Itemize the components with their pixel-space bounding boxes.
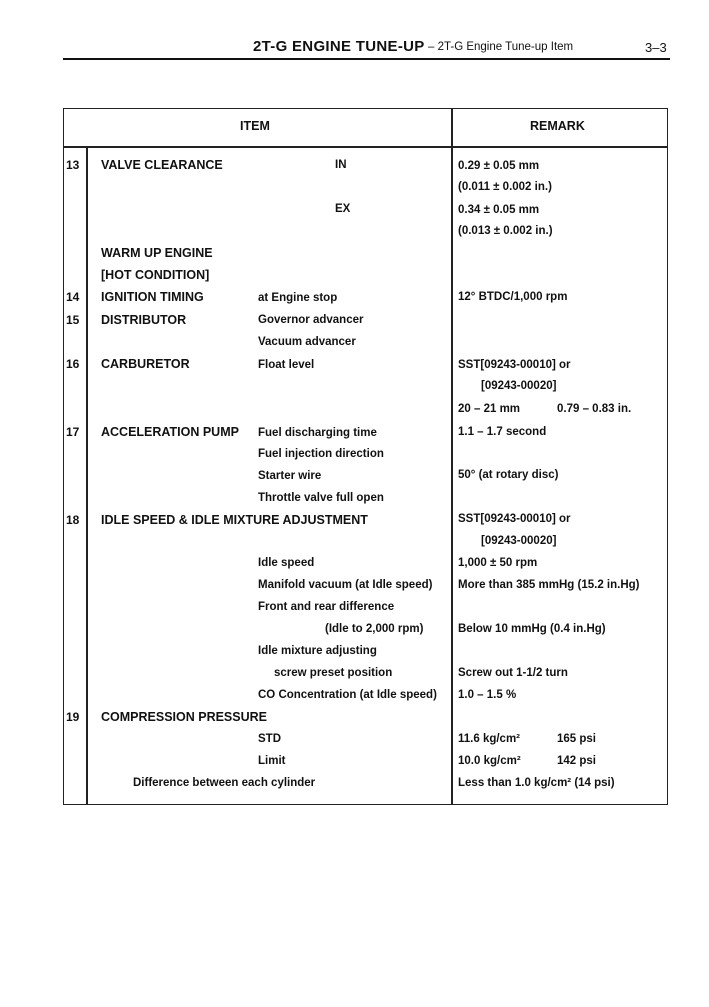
sub-limit: Limit — [258, 755, 286, 767]
sub-vacuum-advancer: Vacuum advancer — [258, 336, 356, 348]
remark-std-psi: 165 psi — [557, 733, 596, 745]
sub-idle-mixture-adjusting: Idle mixture adjusting — [258, 645, 377, 657]
column-header-item: ITEM — [240, 119, 270, 133]
remark-difference-cylinder: Less than 1.0 kg/cm² (14 psi) — [458, 777, 615, 789]
column-header-remark: REMARK — [530, 119, 585, 133]
sub-front-rear-difference: Front and rear difference — [258, 601, 395, 613]
sub-starter-wire: Starter wire — [258, 470, 322, 482]
remark-std-kg: 11.6 kg/cm² — [458, 733, 521, 745]
remark-float-in: 0.79 – 0.83 in. — [557, 403, 632, 415]
remark-sst-2a: SST[09243-00010] or — [458, 513, 571, 525]
remark-limit-kg: 10.0 kg/cm² — [458, 755, 521, 767]
sub-at-engine-stop: at Engine stop — [258, 292, 338, 304]
sub-difference-cylinder: Difference between each cylinder — [133, 777, 316, 789]
item-hot-condition: [HOT CONDITION] — [101, 268, 210, 282]
sub-std: STD — [258, 733, 281, 745]
sub-fuel-injection-direction: Fuel injection direction — [258, 448, 384, 460]
table-header-divider — [63, 146, 668, 148]
remark-float-mm: 20 – 21 mm — [458, 403, 521, 415]
remark-column-divider — [451, 108, 453, 805]
page-number: 3–3 — [645, 40, 667, 55]
remark-sst-1b: [09243-00020] — [481, 380, 557, 392]
sub-co-concentration: CO Concentration (at Idle speed) — [258, 689, 437, 701]
remark-in-in: (0.011 ± 0.002 in.) — [458, 181, 552, 193]
sub-idle-speed: Idle speed — [258, 557, 315, 569]
item-compression-pressure: COMPRESSION PRESSURE — [101, 710, 268, 724]
sub-manifold-vacuum: Manifold vacuum (at Idle speed) — [258, 579, 433, 591]
remark-sst-1a: SST[09243-00010] or — [458, 359, 571, 371]
page-subtitle: – 2T-G Engine Tune-up Item — [428, 41, 574, 53]
remark-co: 1.0 – 1.5 % — [458, 689, 517, 701]
sub-screw-preset: screw preset position — [274, 667, 393, 679]
remark-limit-psi: 142 psi — [557, 755, 596, 767]
remark-timing: 12° BTDC/1,000 rpm — [458, 291, 568, 303]
page-title: 2T-G ENGINE TUNE-UP — [253, 38, 425, 55]
item-number: 15 — [66, 313, 80, 327]
number-column-divider — [86, 146, 88, 805]
sub-in: IN — [335, 159, 347, 171]
remark-ex-mm: 0.34 ± 0.05 mm — [458, 204, 540, 216]
item-number: 16 — [66, 357, 80, 371]
remark-starter: 50° (at rotary disc) — [458, 469, 559, 481]
remark-ex-in: (0.013 ± 0.002 in.) — [458, 225, 553, 237]
remark-idle-speed: 1,000 ± 50 rpm — [458, 557, 538, 569]
sub-ex: EX — [335, 203, 351, 215]
item-warm-up-engine: WARM UP ENGINE — [101, 246, 213, 260]
item-number: 13 — [66, 158, 80, 172]
sub-float-level: Float level — [258, 359, 315, 371]
item-number: 19 — [66, 710, 80, 724]
remark-difference: Below 10 mmHg (0.4 in.Hg) — [458, 623, 606, 635]
remark-sst-2b: [09243-00020] — [481, 535, 557, 547]
item-number: 14 — [66, 290, 80, 304]
item-acceleration-pump: ACCELERATION PUMP — [101, 425, 239, 439]
sub-governor-advancer: Governor advancer — [258, 314, 364, 326]
remark-discharge: 1.1 – 1.7 second — [458, 426, 547, 438]
item-number: 17 — [66, 425, 80, 439]
remark-manifold: More than 385 mmHg (15.2 in.Hg) — [458, 579, 640, 591]
sub-throttle-full-open: Throttle valve full open — [258, 492, 384, 504]
item-number: 18 — [66, 513, 80, 527]
sub-fuel-discharging-time: Fuel discharging time — [258, 427, 377, 439]
item-carburetor: CARBURETOR — [101, 357, 190, 371]
remark-in-mm: 0.29 ± 0.05 mm — [458, 160, 540, 172]
remark-screw: Screw out 1-1/2 turn — [458, 667, 568, 679]
item-valve-clearance: VALVE CLEARANCE — [101, 158, 223, 172]
item-idle-adjustment: IDLE SPEED & IDLE MIXTURE ADJUSTMENT — [101, 513, 368, 527]
item-distributor: DISTRIBUTOR — [101, 313, 187, 327]
item-ignition-timing: IGNITION TIMING — [101, 290, 204, 304]
sub-idle-to-2000: (Idle to 2,000 rpm) — [325, 623, 424, 635]
header-rule — [63, 58, 670, 60]
